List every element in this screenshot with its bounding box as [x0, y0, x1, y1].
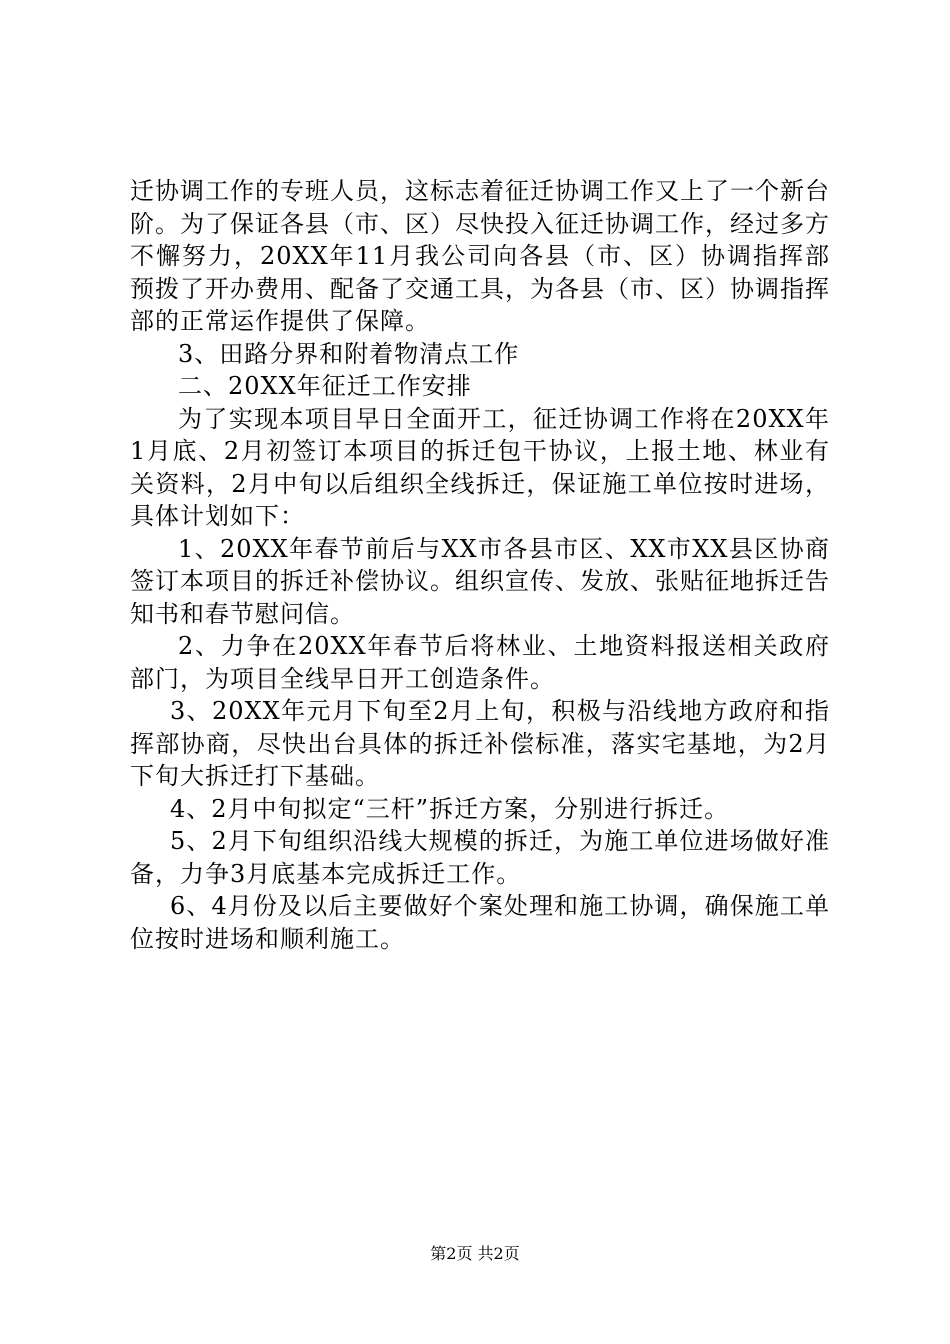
paragraph-plan-item-6: 6、4月份及以后主要做好个案处理和施工协调，确保施工单位按时进场和顺利施工。: [130, 892, 830, 953]
paragraph-plan-item-2: 2、力争在20XX年春节后将林业、土地资料报送相关政府部门，为项目全线早日开工创造条件。: [130, 632, 830, 693]
paragraph-item-3-field-survey: 3、田路分界和附着物清点工作: [178, 339, 520, 368]
section-heading-2: 二、20XX年征迁工作安排: [178, 372, 472, 400]
paragraph-plan-item-1: 1、20XX年春节前后与XX市各县市区、XX市XX县区协商签订本项目的拆迁补偿协议。组织宣传、发放、张贴征地拆迁告知书和春节慰问信。: [130, 534, 830, 628]
paragraph-plan-item-4: 4、2月中旬拟定“三杆”拆迁方案，分别进行拆迁。: [170, 794, 730, 823]
paragraph-plan-item-3: 3、20XX年元月下旬至2月上旬，积极与沿线地方政府和指挥部协商，尽快出台具体的拆迁补偿标准，落实宅基地，为2月下旬大拆迁打下基础。: [130, 697, 830, 790]
paragraph-continuation: 迁协调工作的专班人员，这标志着征迁协调工作又上了一个新台阶。为了保证各县（市、区）尽快投入征迁协调工作，经过多方不懈努力，20XX年11月我公司向各县（市、区）协调指挥部预拨了开办费用、配备了交通工具，为各县（市、区）协调指挥部的正常运作提供了保障。: [130, 177, 830, 335]
page-number-label: 第2页 共2页: [430, 1244, 520, 1263]
paragraph-plan-intro: 为了实现本项目早日全面开工，征迁协调工作将在20XX年1月底、2月初签订本项目的拆迁包干协议，上报土地、林业有关资料，2月中旬以后组织全线拆迁，保证施工单位按时进场，具体计划如下：: [130, 404, 830, 530]
paragraph-plan-item-5: 5、2月下旬组织沿线大规模的拆迁，为施工单位进场做好准备，力争3月底基本完成拆迁工作。: [130, 827, 830, 888]
page-footer: [0, 1244, 950, 1264]
document-body: [130, 175, 830, 955]
